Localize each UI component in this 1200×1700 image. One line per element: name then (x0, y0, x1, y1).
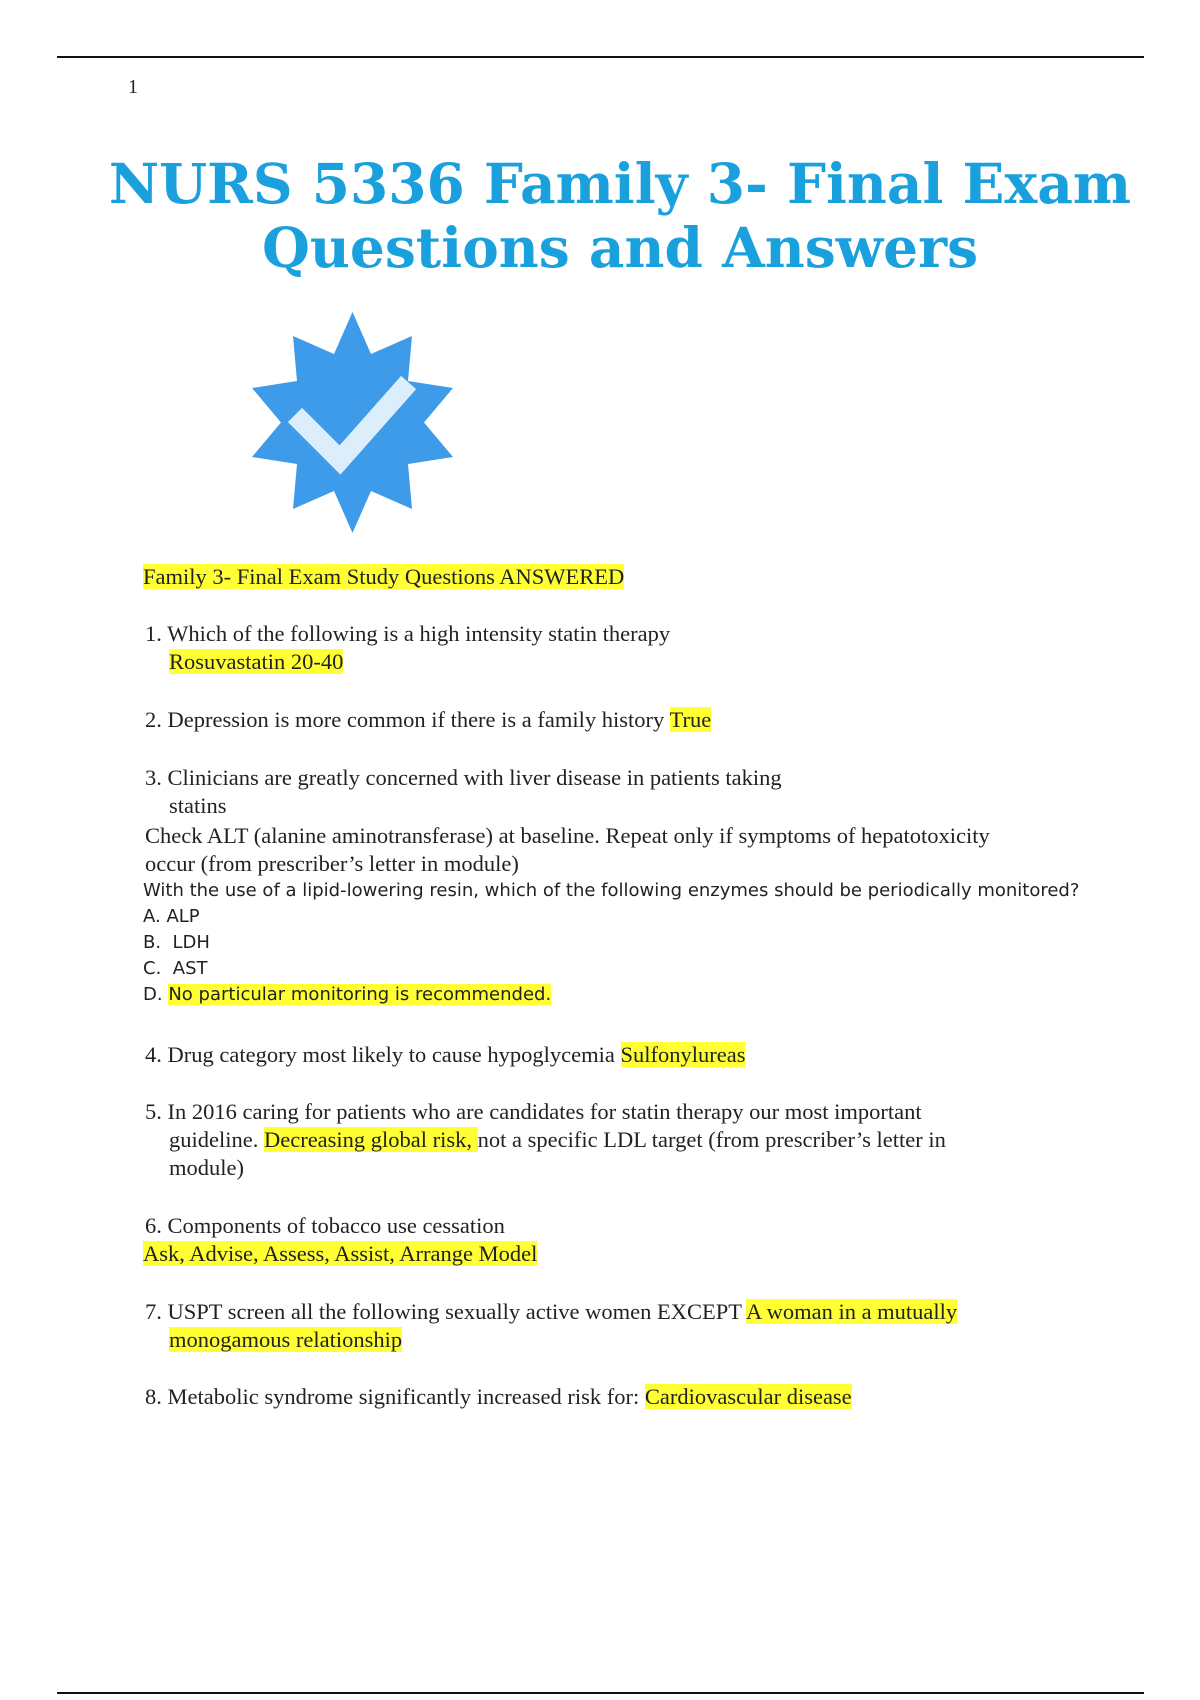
question-3-line-1: 3. Clinicians are greatly concerned with liver disease in patients taking (145, 765, 782, 790)
question-1: 1. Which of the following is a high intensity statin therapy (145, 621, 671, 646)
document-title (0, 152, 1200, 280)
question-5-line-1: 5. In 2016 caring for patients who are candidates for statin therapy our most important (145, 1099, 922, 1124)
sub-question: With the use of a lipid-lowering resin, which of the following enzymes should be periodically monitored? (143, 880, 1080, 901)
option-b: B. LDH (143, 932, 210, 953)
answer-5: Decreasing global risk, (263, 1127, 478, 1152)
answer-7-line-1: A woman in a mutually (745, 1299, 958, 1324)
option-c: C. AST (143, 958, 208, 979)
question-5-line-2: guideline. Decreasing global risk, not a specific LDL target (from prescriber’s letter in (169, 1127, 946, 1152)
answer-7-line-2: monogamous relationship (169, 1327, 403, 1352)
title-line-1: NURS 5336 Family 3- Final Exam (108, 151, 1132, 216)
footer-rule (57, 1692, 1144, 1694)
study-subtitle: Family 3- Final Exam Study Questions ANSWERED (143, 564, 625, 589)
answer-3-line-2: occur (from prescriber’s letter in module) (145, 851, 519, 876)
answer-2: True (669, 707, 712, 732)
question-7: 7. USPT screen all the following sexually active women EXCEPT A woman in a mutually (145, 1299, 958, 1324)
option-d: D. No particular monitoring is recommended. (143, 984, 552, 1005)
verified-check-badge-icon (240, 310, 465, 535)
answer-3-line-1: Check ALT (alanine aminotransferase) at baseline. Repeat only if symptoms of hepatotoxicity (145, 823, 990, 848)
page-number: 1 (128, 76, 138, 98)
question-5-line-3: module) (169, 1155, 244, 1180)
answer-8: Cardiovascular disease (644, 1384, 852, 1409)
option-a: A. ALP (143, 906, 200, 927)
question-4: 4. Drug category most likely to cause hypoglycemia Sulfonylureas (145, 1042, 746, 1067)
answer-1: Rosuvastatin 20-40 (169, 649, 344, 674)
title-line-2: Questions and Answers (261, 215, 979, 280)
answer-4: Sulfonylureas (620, 1042, 746, 1067)
question-8: 8. Metabolic syndrome significantly increased risk for: Cardiovascular disease (145, 1384, 852, 1409)
question-2: 2. Depression is more common if there is a family history True (145, 707, 712, 732)
header-rule (57, 56, 1144, 58)
answer-6: Ask, Advise, Assess, Assist, Arrange Model (143, 1241, 538, 1266)
question-3-line-2: statins (169, 793, 227, 818)
question-6: 6. Components of tobacco use cessation (145, 1213, 505, 1238)
